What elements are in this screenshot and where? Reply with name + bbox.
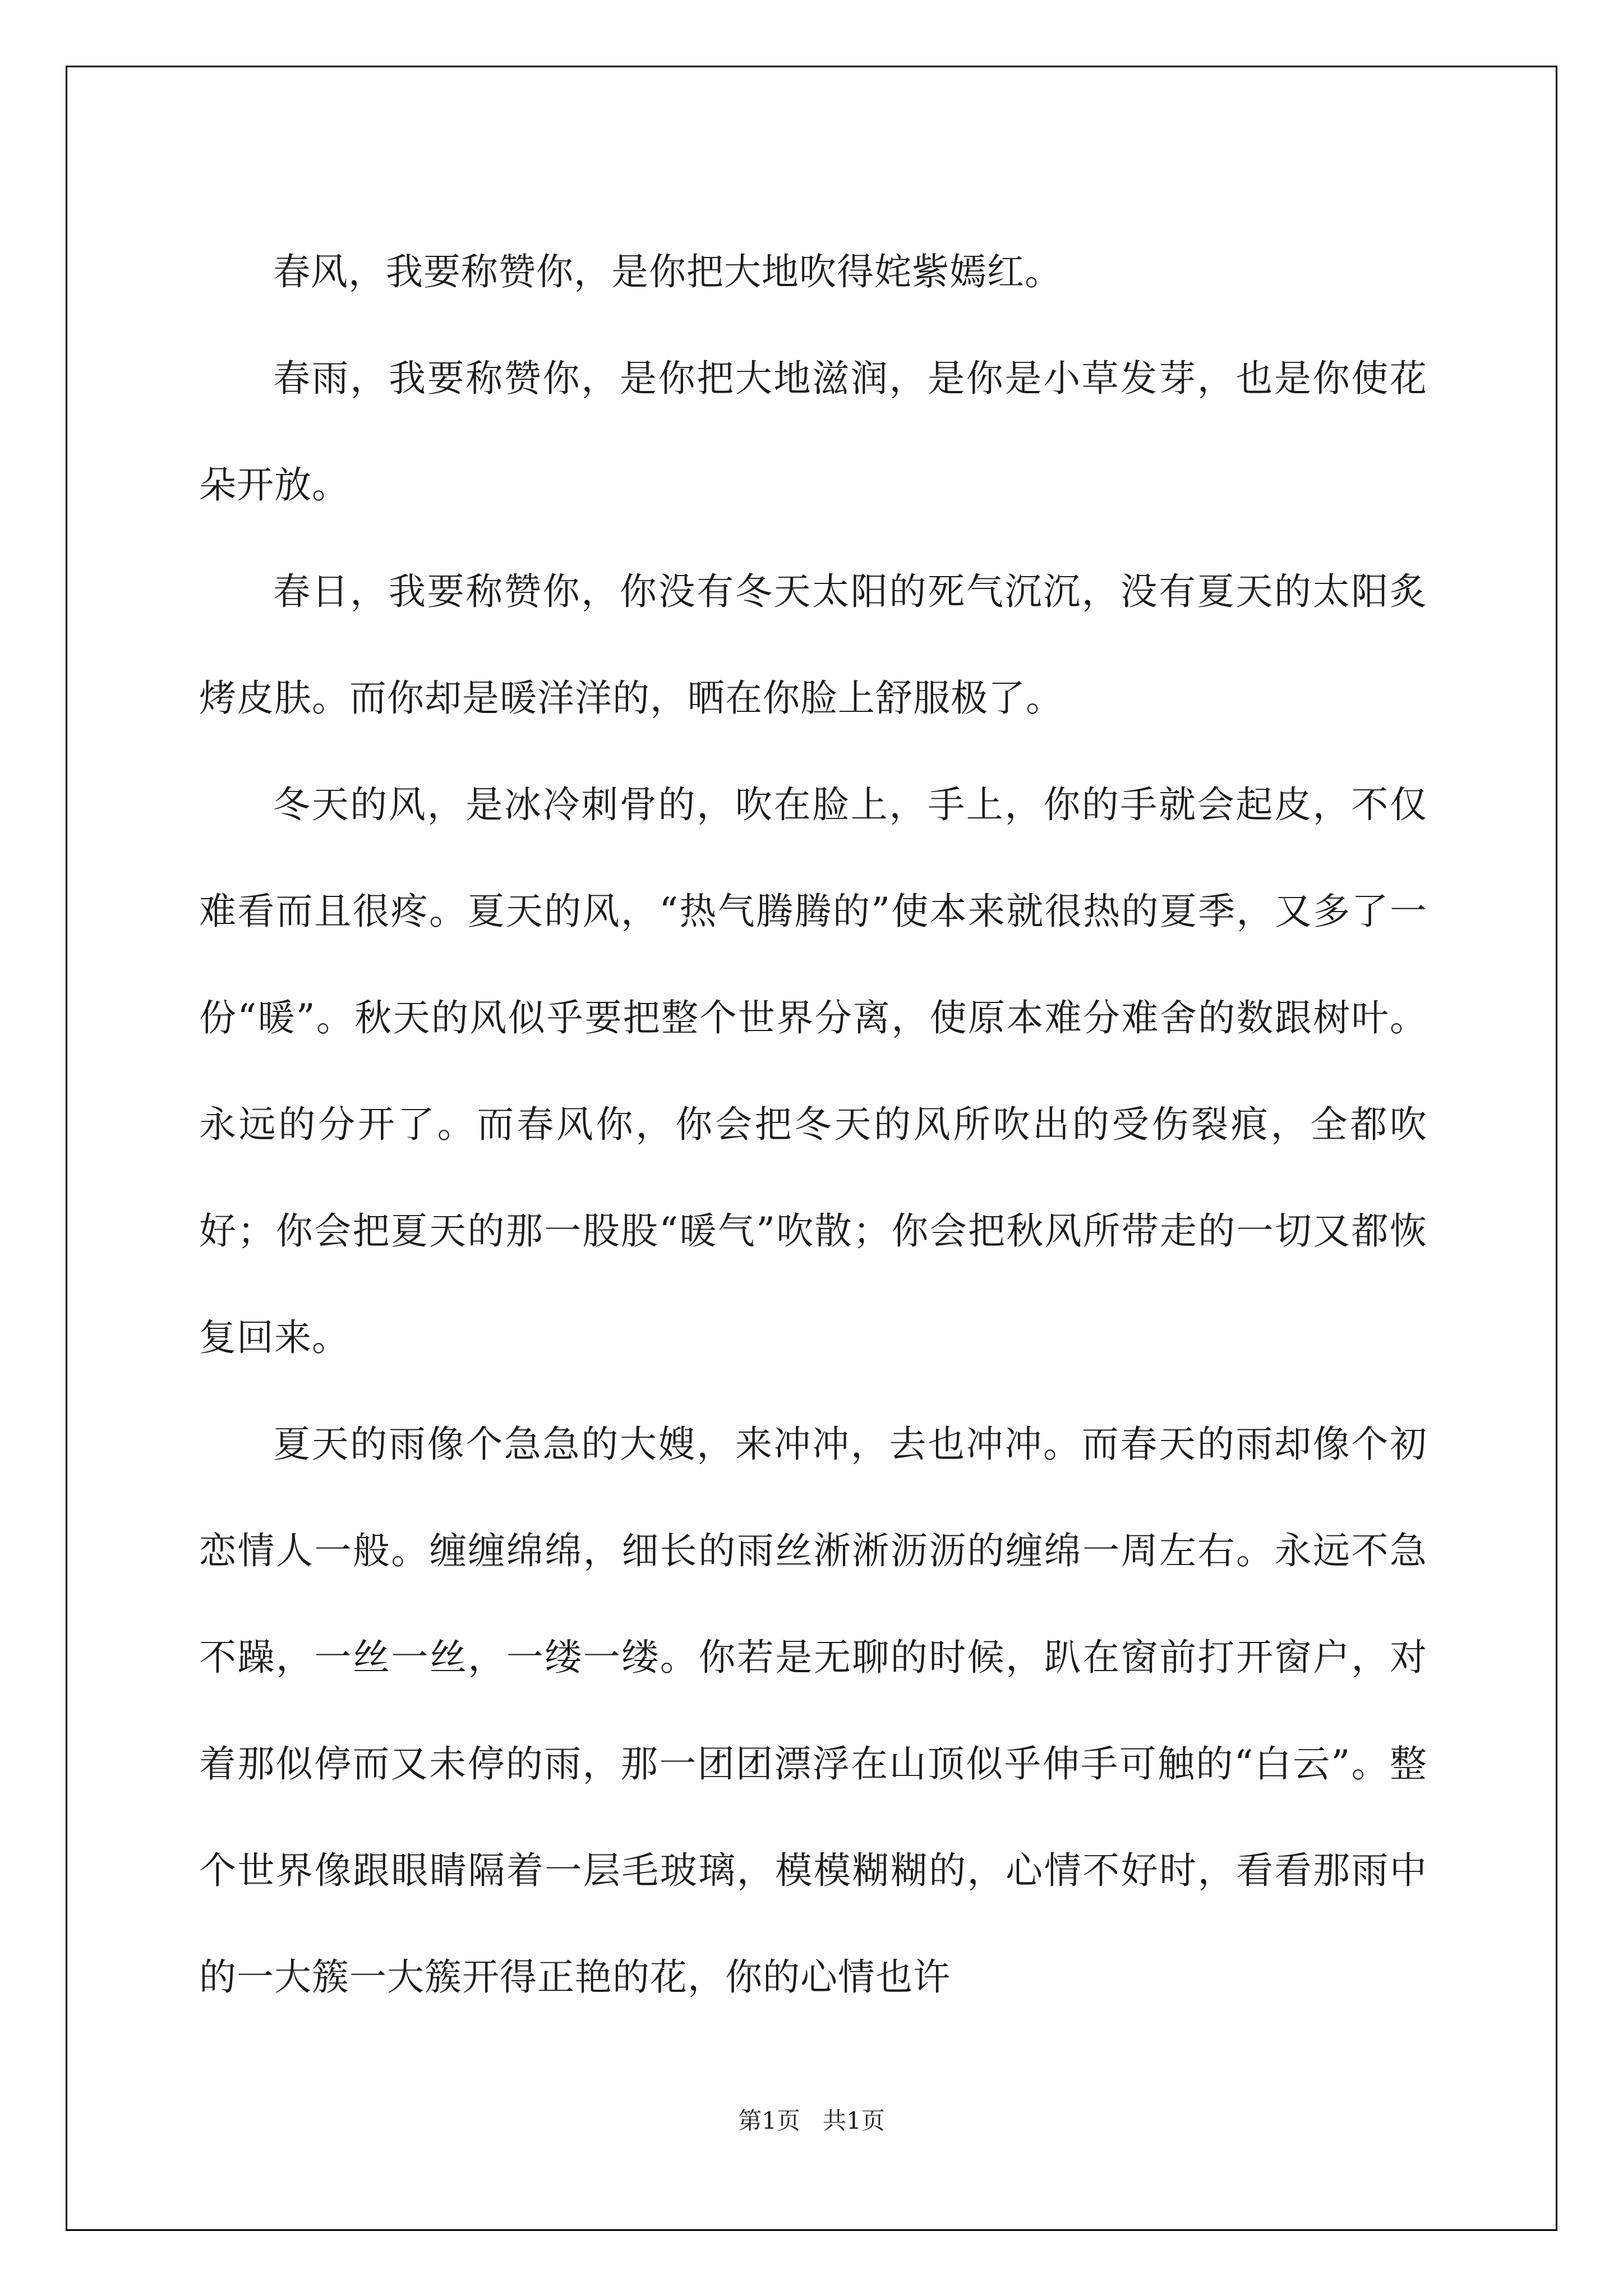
document-body xyxy=(199,219,1427,2031)
page-number: 第1页 xyxy=(738,2107,800,2134)
paragraph-rains-of-seasons: 夏天的雨像个急急的大嫂，来冲冲，去也冲冲。而春天的雨却像个初恋情人一般。缠缠绵绵，细长的雨丝淅淅沥沥的缠绵一周左右。永远不急不躁，一丝一丝，一缕一缕。你若是无聊的时候，趴在窗前打开窗户，对着那似停而又未停的雨，那一团团漂浮在山顶似乎伸手可触的“白云”。整个世界像跟眼睛隔着一层毛玻璃，模模糊糊的，心情不好时，看看那雨中的一大簇一大簇开得正艳的花，你的心情也许 xyxy=(199,1423,1427,1999)
page-total: 共1页 xyxy=(823,2107,885,2134)
page-footer xyxy=(0,2102,1623,2136)
paragraph-winds-of-seasons: 冬天的风，是冰冷刺骨的，吹在脸上，手上，你的手就会起皮，不仅难看而且很疼。夏天的风，“热气腾腾的”使本来就很热的夏季，又多了一份“暖”。秋天的风似乎要把整个世界分离，使原本难分难舍的数跟树叶。永远的分开了。而春风你，你会把冬天的风所吹出的受伤裂痕，全都吹好；你会把夏天的那一股股“暖气”吹散；你会把秋风所带走的一切又都恢复回来。 xyxy=(199,783,1427,1359)
paragraph-spring-rain: 春雨，我要称赞你，是你把大地滋润，是你是小草发芽，也是你使花朵开放。 xyxy=(199,357,1427,507)
paragraph-spring-wind: 春风，我要称赞你，是你把大地吹得姹紫嫣红。 xyxy=(273,250,1062,293)
paragraph-spring-sun: 春日，我要称赞你，你没有冬天太阳的死气沉沉，没有夏天的太阳炙烤皮肤。而你却是暖洋洋的，晒在你脸上舒服极了。 xyxy=(199,570,1427,720)
